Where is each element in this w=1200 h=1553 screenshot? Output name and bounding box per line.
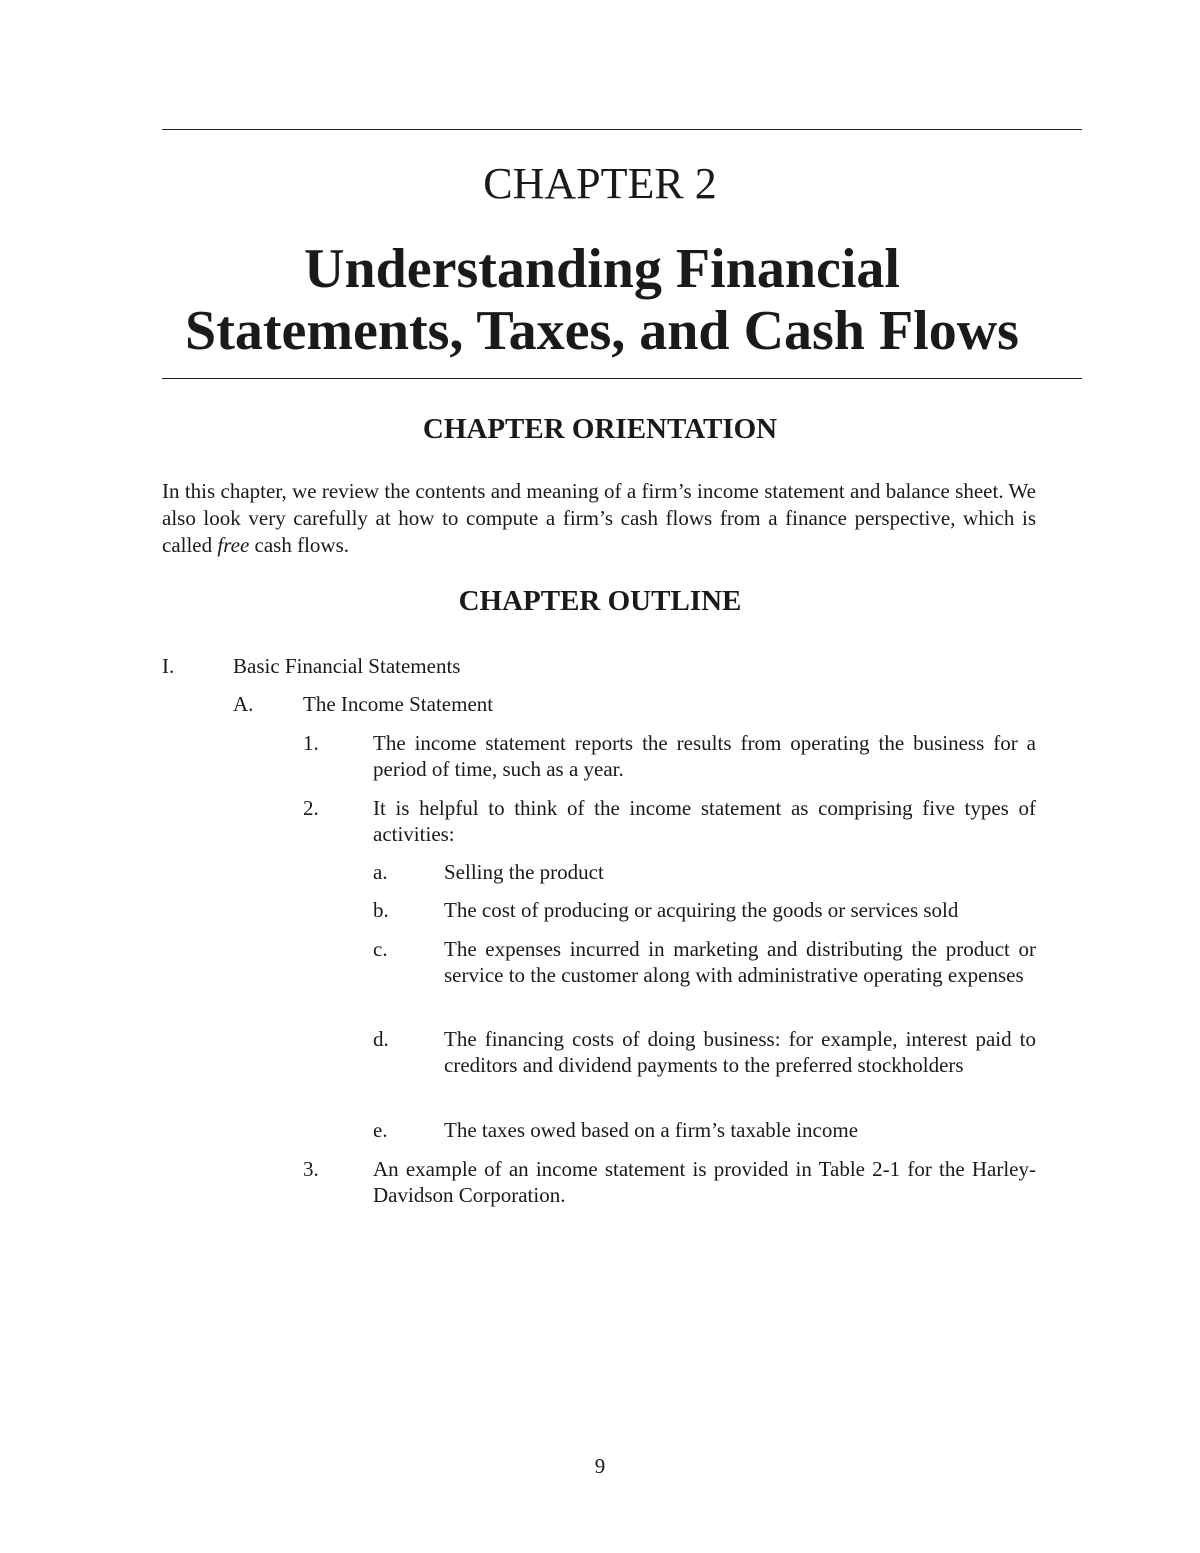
chapter-title-line-1: Understanding Financial — [304, 238, 900, 300]
orientation-text-part1: In this chapter, we review the contents and meaning of a firm’s income statement and balance sheet. We also look very carefully at how to compute a firm’s cash flows from a finance perspective, which is called — [162, 479, 1036, 557]
orientation-paragraph — [162, 478, 1036, 559]
orientation-text-emphasis: free — [217, 533, 250, 557]
outline-text: The expenses incurred in marketing and distributing the product or service to the customer along with administrative operating expenses — [444, 937, 1036, 987]
outline-text: The taxes owed based on a firm’s taxable income — [444, 1118, 859, 1142]
outline-text: It is helpful to think of the income statement as comprising five types of activities: — [373, 796, 1036, 846]
outline-marker: I. — [162, 654, 175, 678]
outline-text: Selling the product — [444, 860, 604, 884]
outline-marker: 3. — [303, 1157, 319, 1181]
outline-marker: a. — [373, 860, 388, 884]
outline-heading: CHAPTER OUTLINE — [458, 585, 742, 617]
outline-text: The Income Statement — [303, 692, 494, 716]
chapter-title — [100, 238, 1104, 362]
chapter-label: CHAPTER 2 — [483, 159, 717, 208]
outline-marker: 1. — [303, 731, 319, 755]
top-rule — [162, 129, 1082, 130]
outline-marker: b. — [373, 898, 389, 922]
outline-text: Basic Financial Statements — [233, 654, 461, 678]
outline-text: The income statement reports the results from operating the business for a period of time, such as a year. — [373, 731, 1036, 781]
outline-text: The financing costs of doing business: for example, interest paid to creditors and dividend payments to the preferred stockholders — [444, 1027, 1036, 1077]
chapter-title-line-2: Statements, Taxes, and Cash Flows — [185, 300, 1019, 362]
orientation-text-part2: cash flows. — [249, 533, 349, 557]
outline-marker: 2. — [303, 796, 319, 820]
outline-marker: e. — [373, 1118, 388, 1142]
orientation-heading: CHAPTER ORIENTATION — [422, 413, 778, 445]
page-number: 9 — [594, 1454, 606, 1478]
outline-marker: c. — [373, 937, 388, 961]
outline-text: An example of an income statement is provided in Table 2-1 for the Harley-Davidson Corporation. — [373, 1157, 1036, 1207]
outline-text: The cost of producing or acquiring the goods or services sold — [444, 898, 959, 922]
bottom-rule — [162, 378, 1082, 379]
outline-marker: A. — [233, 692, 254, 716]
outline-marker: d. — [373, 1027, 389, 1051]
